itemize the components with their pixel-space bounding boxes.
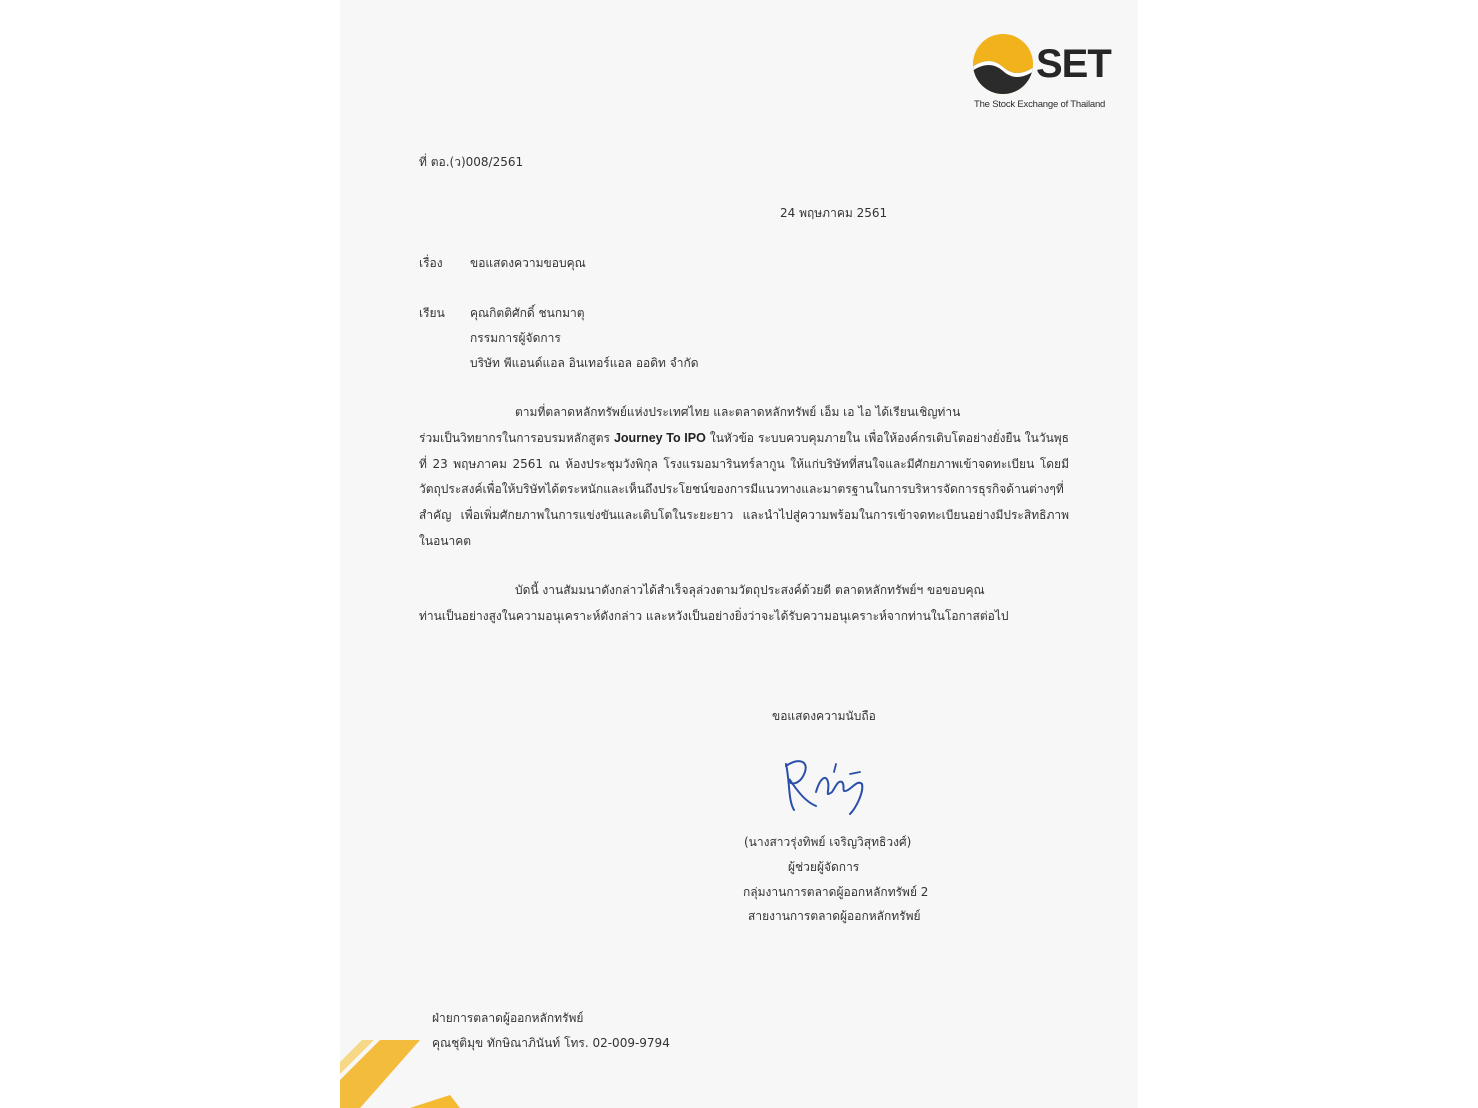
body-paragraph-2: [419, 578, 1069, 630]
footer-contact: คุณชุติมุข ทักษิณาภินันท์ โทร. 02-009-9794: [432, 1036, 670, 1050]
recipient-company: บริษัท พีแอนด์แอล อินเทอร์แอล ออดิท จำกัด: [470, 356, 699, 370]
signature: [776, 752, 876, 822]
to-label: เรียน: [419, 306, 445, 320]
logo-wordmark: SET: [1036, 42, 1111, 86]
footer-dept: ฝ่ายการตลาดผู้ออกหลักทรัพย์: [432, 1011, 584, 1025]
letter-date: 24 พฤษภาคม 2561: [780, 206, 888, 220]
recipient-title: กรรมการผู้จัดการ: [470, 331, 561, 345]
subject-text: ขอแสดงความขอบคุณ: [470, 256, 586, 270]
p1-pre-bold: ร่วมเป็นวิทยากรในการอบรมหลักสูตร: [419, 430, 614, 445]
signer-department: กลุ่มงานการตลาดผู้ออกหลักทรัพย์ 2: [743, 885, 929, 899]
course-name: Journey To IPO: [613, 430, 706, 445]
signer-name: (นางสาวรุ่งทิพย์ เจริญวิสุทธิวงศ์): [744, 835, 912, 849]
signer-division: สายงานการตลาดผู้ออกหลักทรัพย์: [748, 909, 921, 923]
reference-number: ที่ ตอ.(ว)008/2561: [419, 155, 524, 169]
p2-line1: บัดนี้ งานสัมมนาดังกล่าวได้สำเร็จลุล่วงตามวัตถุประสงค์ด้วยดี ตลาดหลักทรัพย์ฯ ขอขอบคุณ: [515, 583, 985, 597]
p1-rest: ในหัวข้อ ระบบควบคุมภายใน เพื่อให้องค์กรเติบโตอย่างยั่งยืน ในวันพุธที่ 23 พฤษภาคม 2561 ณ ห้องประชุมวังพิกุล โรงแรมอมารินทร์ลากูน ให้แก่บริษัทที่สนใจและมีศักยภาพเข้าจดทะเบียน โดยมีวัตถุประสงค์เพื่อให้บริษัทได้ตระหนักและเห็นถึงประโยชน์ของการมีแนวทางและมาตรฐานในการบริหารจัดการธุรกิจด้านต่างๆที่สำคัญ เพื่อเพิ่มศักยภาพในการแข่งขันและเติบโตในระยะยาว และนำไปสู่ความพร้อมในการเข้าจดทะเบียนอย่างมีประสิทธิภาพในอนาคต: [419, 430, 1070, 548]
body-paragraph-1: [419, 400, 1069, 555]
p2-rest: ท่านเป็นอย่างสูงในความอนุเคราะห์ดังกล่าว และหวังเป็นอย่างยิ่งว่าจะได้รับความอนุเคราะห์จากท่านในโอกาสต่อไป: [419, 608, 1009, 623]
closing: ขอแสดงความนับถือ: [772, 709, 876, 723]
logo-tagline: The Stock Exchange of Thailand: [974, 99, 1106, 110]
set-logo-icon: [972, 33, 1034, 95]
subject-label: เรื่อง: [419, 256, 443, 270]
recipient-name: คุณกิตติศักดิ์ ชนกมาตุ: [470, 306, 585, 320]
p1-line1: ตามที่ตลาดหลักทรัพย์แห่งประเทศไทย และตลาดหลักทรัพย์ เอ็ม เอ ไอ ได้เรียนเชิญท่าน: [515, 405, 961, 419]
signer-position: ผู้ช่วยผู้จัดการ: [788, 860, 860, 874]
